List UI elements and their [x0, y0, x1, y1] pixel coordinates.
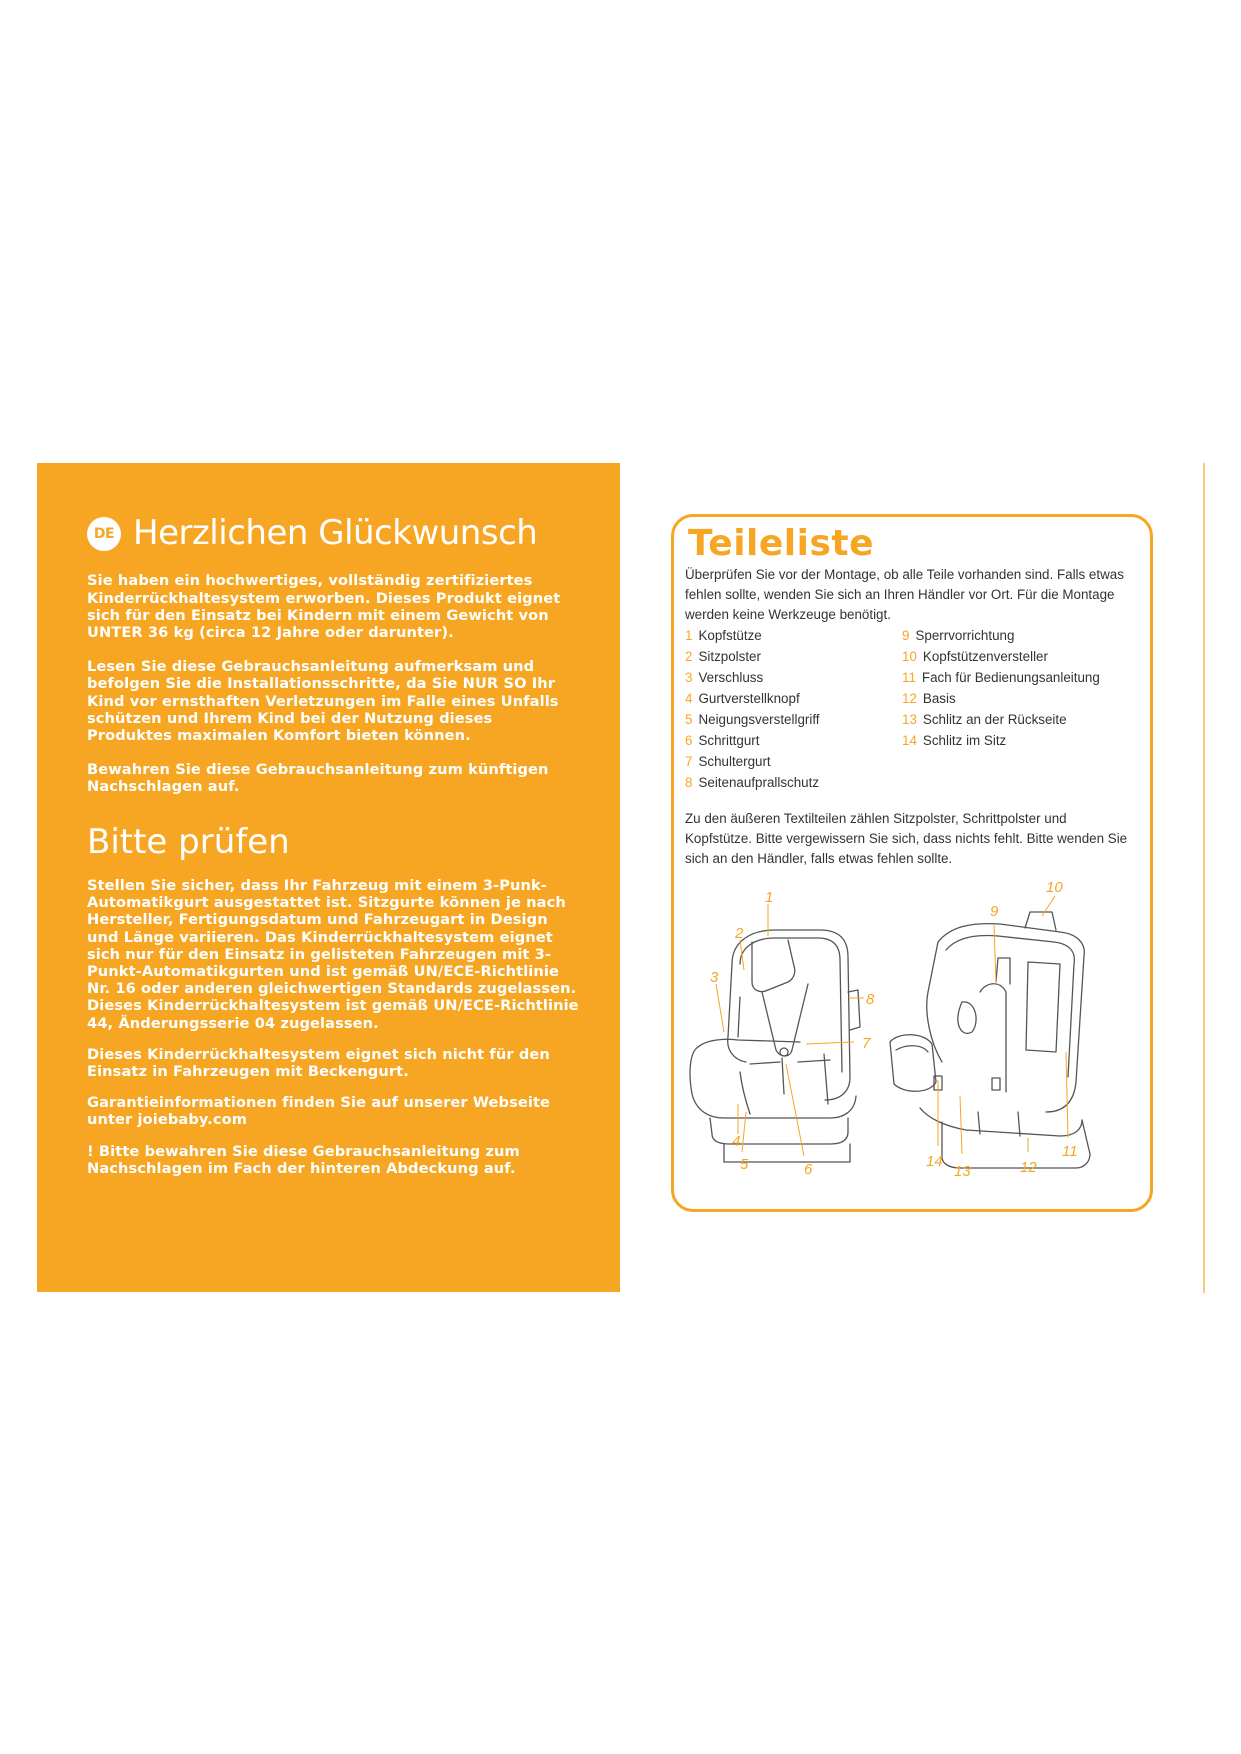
- list-item: 4 Gurtverstellknopf: [685, 691, 800, 706]
- list-item: 12 Basis: [902, 691, 956, 706]
- intro-paragraph-1: Sie haben ein hochwertiges, vollständig zertifiziertes Kinderrückhaltesystem erworben. Dieses Produkt eignet sich für den Einsatz bei Kindern mit einem Gewicht von UNTER 36 kg (circa 12 Jahre oder darunter).: [87, 572, 561, 641]
- intro-paragraph-3: Bewahren Sie diese Gebrauchsanleitung zum künftigen Nachschlagen auf.: [87, 761, 549, 796]
- callout-3: 3: [710, 969, 719, 986]
- warranty-paragraph: Garantieinformationen finden Sie auf unserer Webseite unter joiebaby.com: [87, 1094, 551, 1129]
- callout-12: 12: [1020, 1159, 1037, 1176]
- parts-list-left: [685, 625, 820, 793]
- list-item: 14 Schlitz im Sitz: [902, 733, 1007, 748]
- callout-13: 13: [954, 1163, 971, 1180]
- page-edge-line: [1203, 463, 1205, 1293]
- language-badge: DE: [87, 517, 121, 551]
- list-item: 1 Kopfstütze: [685, 628, 762, 643]
- callout-2: 2: [735, 925, 744, 942]
- callout-14: 14: [926, 1153, 943, 1170]
- callout-11: 11: [1062, 1143, 1078, 1160]
- callout-1: 1: [765, 889, 774, 906]
- list-item: 2 Sitzpolster: [685, 649, 761, 664]
- storage-note: ! Bitte bewahren Sie diese Gebrauchsanleitung zum Nachschlagen im Fach der hinteren Abdeckung auf.: [87, 1142, 520, 1177]
- outer-textiles-note: Zu den äußeren Textilteilen zählen Sitzpolster, Schrittpolster und Kopfstütze. Bitte vergewissern Sie sich, dass nichts fehlt. Bitte wenden Sie sich an den Händler, falls etwas fehlen sollte.: [685, 811, 1128, 866]
- parts-list-card: [671, 514, 1153, 1212]
- intro-paragraph-2: Lesen Sie diese Gebrauchsanleitung aufmerksam und befolgen Sie die Installationsschritte, da Sie NUR SO Ihr Kind vor ernsthaften Verletzungen im Falle eines Unfalls schützen und Ihrem Kind bei der Nutzung dieses Produktes maximalen Komfort bieten können.: [87, 658, 559, 745]
- parts-intro: Überprüfen Sie vor der Montage, ob alle Teile vorhanden sind. Falls etwas fehlen sollte, wenden Sie sich an Ihren Händler vor Ort. Für die Montage werden keine Werkzeuge benötigt.: [685, 567, 1124, 622]
- callout-numbers: [710, 879, 1078, 1180]
- leader-lines: [716, 896, 1068, 1156]
- page-title: Herzlichen Glückwunsch: [133, 513, 538, 553]
- callout-5: 5: [740, 1156, 749, 1173]
- front-seat-illustration: [690, 930, 860, 1162]
- callout-8: 8: [866, 991, 875, 1008]
- callout-4: 4: [732, 1133, 741, 1150]
- rear-seat-illustration: [890, 912, 1090, 1168]
- car-seat-diagram: [680, 872, 1146, 1207]
- callout-7: 7: [862, 1035, 871, 1052]
- list-item: 10 Kopfstützenversteller: [902, 649, 1048, 664]
- check-title: Bitte prüfen: [87, 821, 290, 862]
- check-paragraph-2: Dieses Kinderrückhaltesystem eignet sich nicht für den Einsatz in Fahrzeugen mit Beckengurt.: [87, 1045, 550, 1081]
- callout-9: 9: [990, 903, 999, 920]
- check-paragraph-1: Stellen Sie sicher, dass Ihr Fahrzeug mit einem 3-Punk-Automatikgurt ausgestattet ist. Sitzgurte können je nach Hersteller, Fertigungsdatum und Fahrzeugart in Design und Länge variieren. Das Kinderrückhaltesystem eignet sich nur für den Einsatz in gelisteten Fahrzeugen mit 3-Punkt-Automatikgurten und ist gemäß UN/ECE-Richtlinie Nr. 16 oder anderen gleichwertigen Standards zugelassen. Dieses Kinderrückhaltesystem ist gemäß UN/ECE-Richtlinie 44, Änderungsserie 04 zugelassen.: [87, 877, 579, 1032]
- list-item: 3 Verschluss: [685, 670, 764, 685]
- list-item: 11 Fach für Bedienungsanleitung: [902, 670, 1100, 685]
- list-item: 7 Schultergurt: [685, 754, 771, 769]
- callout-10: 10: [1046, 879, 1063, 896]
- list-item: 9 Sperrvorrichtung: [902, 628, 1015, 643]
- list-item: 6 Schrittgurt: [685, 733, 760, 748]
- parts-list-right: [902, 625, 1100, 751]
- list-item: 13 Schlitz an der Rückseite: [902, 712, 1067, 727]
- parts-title: Teileliste: [688, 523, 875, 564]
- callout-6: 6: [804, 1161, 813, 1178]
- list-item: 5 Neigungsverstellgriff: [685, 712, 820, 727]
- title-row: [87, 515, 580, 552]
- intro-panel: [37, 463, 620, 1292]
- list-item: 8 Seitenaufprallschutz: [685, 775, 820, 790]
